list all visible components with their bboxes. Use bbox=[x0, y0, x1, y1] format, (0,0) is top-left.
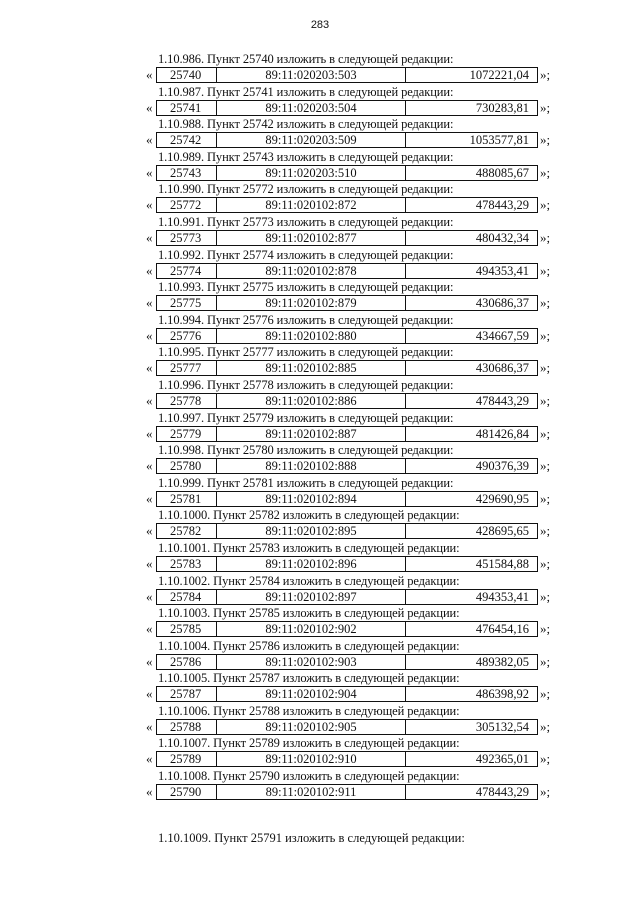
data-table bbox=[156, 360, 538, 376]
opening-quote: « bbox=[146, 392, 153, 408]
amendment-heading: 1.10.995. Пункт 25777 изложить в следующей редакции: bbox=[158, 345, 454, 360]
amendment-heading: 1.10.988. Пункт 25742 изложить в следующей редакции: bbox=[158, 117, 454, 132]
value-cell: 478443,29 bbox=[475, 785, 529, 800]
amendment-entry bbox=[0, 474, 640, 507]
closing-quote: »; bbox=[540, 588, 551, 604]
item-number-cell: 25781 bbox=[157, 492, 217, 506]
value-cell: 480432,34 bbox=[475, 230, 529, 245]
closing-quote: »; bbox=[540, 490, 551, 506]
data-table bbox=[156, 67, 538, 83]
amendment-entry bbox=[0, 572, 640, 605]
item-number-cell: 25780 bbox=[157, 459, 217, 473]
table-row bbox=[0, 523, 640, 539]
opening-quote: « bbox=[146, 132, 153, 148]
amendment-entry bbox=[0, 441, 640, 474]
cadastral-number-cell: 89:11:020102:896 bbox=[217, 557, 406, 571]
cadastral-number-cell: 89:11:020102:887 bbox=[217, 427, 406, 441]
opening-quote: « bbox=[146, 67, 153, 82]
opening-quote: « bbox=[146, 262, 153, 278]
table-row bbox=[0, 654, 640, 670]
cadastral-number-cell: 89:11:020203:509 bbox=[217, 133, 406, 147]
value-cell: 434667,59 bbox=[475, 328, 529, 343]
cadastral-number-cell: 89:11:020102:877 bbox=[217, 231, 406, 245]
data-table bbox=[156, 751, 538, 767]
item-number-cell: 25776 bbox=[157, 329, 217, 343]
value-cell: 481426,84 bbox=[475, 426, 529, 441]
closing-quote: »; bbox=[540, 653, 551, 669]
opening-quote: « bbox=[146, 295, 153, 311]
data-table bbox=[156, 784, 538, 800]
opening-quote: « bbox=[146, 458, 153, 474]
opening-quote: « bbox=[146, 490, 153, 506]
amendment-heading: 1.10.987. Пункт 25741 изложить в следующей редакции: bbox=[158, 84, 454, 99]
closing-quote: »; bbox=[540, 458, 551, 474]
amendment-heading: 1.10.990. Пункт 25772 изложить в следующей редакции: bbox=[158, 182, 454, 197]
item-number-cell: 25741 bbox=[157, 101, 217, 115]
data-table bbox=[156, 165, 538, 181]
cadastral-number-cell: 89:11:020102:879 bbox=[217, 296, 406, 310]
closing-quote: »; bbox=[540, 523, 551, 539]
data-table bbox=[156, 458, 538, 474]
opening-quote: « bbox=[146, 197, 153, 213]
data-table bbox=[156, 426, 538, 442]
table-row bbox=[0, 67, 640, 83]
amendment-heading: 1.10.1003. Пункт 25785 изложить в следующей редакции: bbox=[158, 606, 460, 621]
value-cell: 490376,39 bbox=[475, 459, 529, 474]
table-row bbox=[0, 295, 640, 311]
amendment-heading: 1.10.991. Пункт 25773 изложить в следующей редакции: bbox=[158, 214, 454, 229]
data-table bbox=[156, 654, 538, 670]
closing-quote: »; bbox=[540, 555, 551, 571]
data-table bbox=[156, 328, 538, 344]
final-amendment-heading: 1.10.1009. Пункт 25791 изложить в следующей редакции: bbox=[158, 831, 465, 845]
amendment-entry bbox=[0, 50, 640, 83]
amendment-heading: 1.10.993. Пункт 25775 изложить в следующей редакции: bbox=[158, 280, 454, 295]
opening-quote: « bbox=[146, 588, 153, 604]
value-cell: 429690,95 bbox=[475, 491, 529, 506]
cadastral-number-cell: 89:11:020203:503 bbox=[217, 68, 406, 82]
table-row bbox=[0, 491, 640, 507]
value-cell: 489382,05 bbox=[475, 654, 529, 669]
amendment-entry bbox=[0, 539, 640, 572]
item-number-cell: 25773 bbox=[157, 231, 217, 245]
amendment-entry bbox=[0, 115, 640, 148]
amendment-heading: 1.10.1006. Пункт 25788 изложить в следующей редакции: bbox=[158, 703, 460, 718]
value-cell: 492365,01 bbox=[475, 752, 529, 767]
value-cell: 476454,16 bbox=[475, 622, 529, 637]
opening-quote: « bbox=[146, 718, 153, 734]
item-number-cell: 25790 bbox=[157, 785, 217, 799]
amendment-entry bbox=[0, 180, 640, 213]
amendment-entry bbox=[0, 506, 640, 539]
table-row bbox=[0, 556, 640, 572]
data-table bbox=[156, 523, 538, 539]
amendment-heading: 1.10.992. Пункт 25774 изложить в следующей редакции: bbox=[158, 247, 454, 262]
data-table bbox=[156, 491, 538, 507]
item-number-cell: 25788 bbox=[157, 720, 217, 734]
closing-quote: »; bbox=[540, 360, 551, 376]
data-table bbox=[156, 719, 538, 735]
cadastral-number-cell: 89:11:020102:905 bbox=[217, 720, 406, 734]
table-row bbox=[0, 686, 640, 702]
cadastral-number-cell: 89:11:020102:903 bbox=[217, 655, 406, 669]
table-row bbox=[0, 132, 640, 148]
cadastral-number-cell: 89:11:020102:904 bbox=[217, 687, 406, 701]
data-table bbox=[156, 686, 538, 702]
amendment-entry bbox=[0, 734, 640, 767]
opening-quote: « bbox=[146, 360, 153, 376]
table-row bbox=[0, 328, 640, 344]
amendment-entry bbox=[0, 213, 640, 246]
table-row bbox=[0, 197, 640, 213]
opening-quote: « bbox=[146, 229, 153, 245]
value-cell: 430686,37 bbox=[475, 296, 529, 311]
cadastral-number-cell: 89:11:020102:911 bbox=[217, 785, 406, 799]
closing-quote: »; bbox=[540, 718, 551, 734]
amendment-heading: 1.10.998. Пункт 25780 изложить в следующей редакции: bbox=[158, 443, 454, 458]
value-cell: 730283,81 bbox=[475, 100, 529, 115]
closing-quote: »; bbox=[540, 686, 551, 702]
amendment-heading: 1.10.986. Пункт 25740 изложить в следующей редакции: bbox=[158, 52, 454, 66]
item-number-cell: 25783 bbox=[157, 557, 217, 571]
item-number-cell: 25782 bbox=[157, 524, 217, 538]
value-cell: 494353,41 bbox=[475, 589, 529, 604]
item-number-cell: 25789 bbox=[157, 752, 217, 766]
amendment-entry bbox=[0, 637, 640, 670]
table-row bbox=[0, 426, 640, 442]
closing-quote: »; bbox=[540, 99, 551, 115]
item-number-cell: 25787 bbox=[157, 687, 217, 701]
cadastral-number-cell: 89:11:020102:910 bbox=[217, 752, 406, 766]
cadastral-number-cell: 89:11:020102:897 bbox=[217, 590, 406, 604]
amendment-heading: 1.10.1007. Пункт 25789 изложить в следующей редакции: bbox=[158, 736, 460, 751]
closing-quote: »; bbox=[540, 327, 551, 343]
amendment-entry bbox=[0, 343, 640, 376]
table-row bbox=[0, 100, 640, 116]
closing-quote: »; bbox=[540, 229, 551, 245]
table-row bbox=[0, 751, 640, 767]
amendment-entry bbox=[0, 376, 640, 409]
value-cell: 486398,92 bbox=[475, 687, 529, 702]
cadastral-number-cell: 89:11:020102:886 bbox=[217, 394, 406, 408]
closing-quote: »; bbox=[540, 392, 551, 408]
table-row bbox=[0, 393, 640, 409]
amendment-entry bbox=[0, 767, 640, 800]
closing-quote: »; bbox=[540, 784, 551, 800]
closing-quote: »; bbox=[540, 751, 551, 767]
opening-quote: « bbox=[146, 555, 153, 571]
amendment-entry bbox=[0, 669, 640, 702]
value-cell: 488085,67 bbox=[475, 165, 529, 180]
amendment-heading: 1.10.1002. Пункт 25784 изложить в следующей редакции: bbox=[158, 573, 460, 588]
closing-quote: »; bbox=[540, 262, 551, 278]
value-cell: 430686,37 bbox=[475, 361, 529, 376]
table-row bbox=[0, 621, 640, 637]
amendment-heading: 1.10.994. Пункт 25776 изложить в следующей редакции: bbox=[158, 312, 454, 327]
item-number-cell: 25785 bbox=[157, 622, 217, 636]
amendment-entry bbox=[0, 702, 640, 735]
table-row bbox=[0, 458, 640, 474]
amendment-heading: 1.10.999. Пункт 25781 изложить в следующей редакции: bbox=[158, 475, 454, 490]
opening-quote: « bbox=[146, 653, 153, 669]
data-table bbox=[156, 263, 538, 279]
amendment-entry bbox=[0, 148, 640, 181]
data-table bbox=[156, 100, 538, 116]
amendment-heading: 1.10.1001. Пункт 25783 изложить в следующей редакции: bbox=[158, 540, 460, 555]
item-number-cell: 25743 bbox=[157, 166, 217, 180]
table-row bbox=[0, 360, 640, 376]
item-number-cell: 25784 bbox=[157, 590, 217, 604]
table-row bbox=[0, 589, 640, 605]
amendment-entry bbox=[0, 83, 640, 116]
data-table bbox=[156, 556, 538, 572]
item-number-cell: 25740 bbox=[157, 68, 217, 82]
amendment-heading: 1.10.989. Пункт 25743 изложить в следующей редакции: bbox=[158, 149, 454, 164]
cadastral-number-cell: 89:11:020102:880 bbox=[217, 329, 406, 343]
cadastral-number-cell: 89:11:020203:504 bbox=[217, 101, 406, 115]
item-number-cell: 25772 bbox=[157, 198, 217, 212]
amendment-heading: 1.10.996. Пункт 25778 изложить в следующей редакции: bbox=[158, 377, 454, 392]
closing-quote: »; bbox=[540, 164, 551, 180]
opening-quote: « bbox=[146, 686, 153, 702]
closing-quote: »; bbox=[540, 67, 551, 82]
cadastral-number-cell: 89:11:020102:878 bbox=[217, 264, 406, 278]
amendment-heading: 1.10.1008. Пункт 25790 изложить в следующей редакции: bbox=[158, 769, 460, 784]
cadastral-number-cell: 89:11:020102:902 bbox=[217, 622, 406, 636]
item-number-cell: 25786 bbox=[157, 655, 217, 669]
table-row bbox=[0, 230, 640, 246]
closing-quote: »; bbox=[540, 132, 551, 148]
item-number-cell: 25775 bbox=[157, 296, 217, 310]
value-cell: 494353,41 bbox=[475, 263, 529, 278]
opening-quote: « bbox=[146, 327, 153, 343]
amendment-entry bbox=[0, 604, 640, 637]
amendment-entry bbox=[0, 409, 640, 442]
value-cell: 451584,88 bbox=[475, 556, 529, 571]
item-number-cell: 25777 bbox=[157, 361, 217, 375]
amendment-heading: 1.10.997. Пункт 25779 изложить в следующей редакции: bbox=[158, 410, 454, 425]
opening-quote: « bbox=[146, 523, 153, 539]
value-cell: 1072221,04 bbox=[469, 68, 529, 82]
closing-quote: »; bbox=[540, 295, 551, 311]
table-row bbox=[0, 719, 640, 735]
cadastral-number-cell: 89:11:020102:888 bbox=[217, 459, 406, 473]
cadastral-number-cell: 89:11:020203:510 bbox=[217, 166, 406, 180]
data-table bbox=[156, 197, 538, 213]
amendment-heading: 1.10.1005. Пункт 25787 изложить в следующей редакции: bbox=[158, 671, 460, 686]
data-table bbox=[156, 295, 538, 311]
opening-quote: « bbox=[146, 621, 153, 637]
data-table bbox=[156, 132, 538, 148]
amendment-list bbox=[0, 50, 640, 800]
opening-quote: « bbox=[146, 99, 153, 115]
closing-quote: »; bbox=[540, 425, 551, 441]
amendment-entry bbox=[0, 311, 640, 344]
data-table bbox=[156, 589, 538, 605]
page-number: 283 bbox=[310, 19, 330, 31]
amendment-entry bbox=[0, 278, 640, 311]
value-cell: 305132,54 bbox=[475, 719, 529, 734]
item-number-cell: 25742 bbox=[157, 133, 217, 147]
item-number-cell: 25778 bbox=[157, 394, 217, 408]
data-table bbox=[156, 393, 538, 409]
data-table bbox=[156, 230, 538, 246]
opening-quote: « bbox=[146, 784, 153, 800]
amendment-heading: 1.10.1004. Пункт 25786 изложить в следующей редакции: bbox=[158, 638, 460, 653]
value-cell: 1053577,81 bbox=[469, 133, 529, 148]
table-row bbox=[0, 263, 640, 279]
cadastral-number-cell: 89:11:020102:885 bbox=[217, 361, 406, 375]
value-cell: 478443,29 bbox=[475, 393, 529, 408]
amendment-heading: 1.10.1000. Пункт 25782 изложить в следующей редакции: bbox=[158, 508, 460, 523]
value-cell: 428695,65 bbox=[475, 524, 529, 539]
value-cell: 478443,29 bbox=[475, 198, 529, 213]
opening-quote: « bbox=[146, 164, 153, 180]
closing-quote: »; bbox=[540, 621, 551, 637]
item-number-cell: 25779 bbox=[157, 427, 217, 441]
cadastral-number-cell: 89:11:020102:895 bbox=[217, 524, 406, 538]
table-row bbox=[0, 165, 640, 181]
amendment-entry bbox=[0, 246, 640, 279]
cadastral-number-cell: 89:11:020102:872 bbox=[217, 198, 406, 212]
item-number-cell: 25774 bbox=[157, 264, 217, 278]
table-row bbox=[0, 784, 640, 800]
opening-quote: « bbox=[146, 425, 153, 441]
opening-quote: « bbox=[146, 751, 153, 767]
cadastral-number-cell: 89:11:020102:894 bbox=[217, 492, 406, 506]
closing-quote: »; bbox=[540, 197, 551, 213]
data-table bbox=[156, 621, 538, 637]
